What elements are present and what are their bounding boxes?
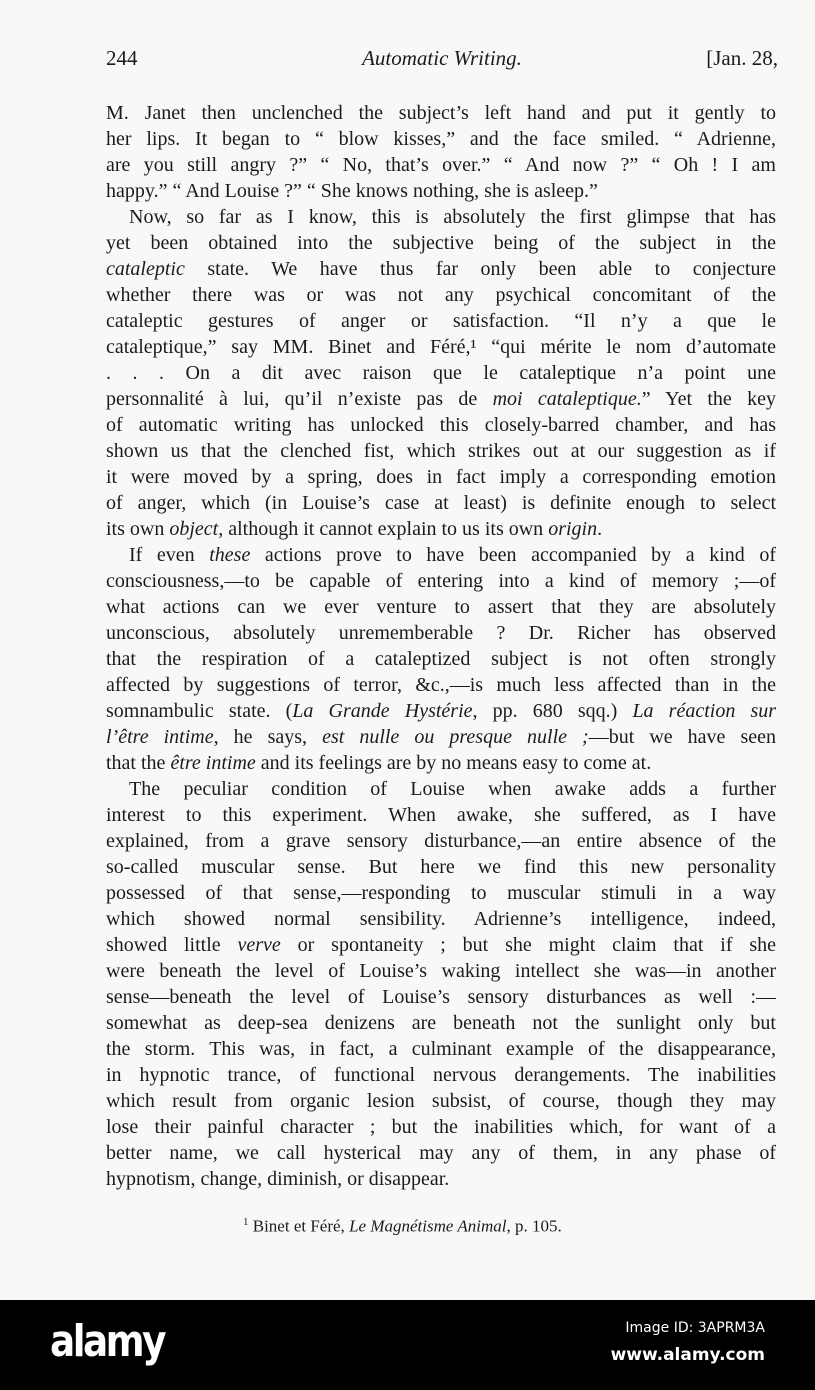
body-text	[106, 100, 776, 1192]
text-segment: yet been obtained into the subjective being of the subject in the	[106, 232, 776, 254]
text-segment: whether there was or was not any psychical concomitant of the	[106, 284, 776, 306]
text-segment: Now, so far as I know, this is absolutely the first glimpse that has	[129, 206, 776, 228]
footnote	[243, 1216, 562, 1237]
text-segment: , pp. 680 sqq.)	[472, 700, 633, 722]
text-line	[106, 412, 776, 438]
italic-text: origin	[548, 518, 598, 540]
text-segment: , although it cannot explain to us its own	[218, 518, 549, 540]
italic-text: être intime	[170, 752, 256, 774]
text-line	[106, 152, 776, 178]
text-line	[106, 646, 776, 672]
text-line	[106, 724, 776, 750]
text-segment: cataleptic gestures of anger or satisfaction. “Il n’y a que le	[106, 310, 776, 332]
page-number: 244	[106, 46, 138, 70]
text-line	[106, 594, 776, 620]
italic-text: La Grande Hystérie	[292, 700, 473, 722]
text-segment: happy.” “ And Louise ?” “ She knows nothing, she is asleep.”	[106, 180, 598, 202]
text-line	[106, 750, 776, 776]
text-line	[106, 672, 776, 698]
italic-text: these	[209, 544, 251, 566]
text-segment: actions prove to have been accompanied by a kind of	[250, 544, 777, 566]
text-line	[106, 438, 776, 464]
text-line	[106, 802, 776, 828]
text-line	[106, 204, 776, 230]
text-line	[106, 490, 776, 516]
text-segment: hypnotism, change, diminish, or disappear.	[106, 1168, 450, 1190]
text-line	[106, 100, 776, 126]
text-segment: . . . On a dit avec raison que le cataleptique n’a point une	[106, 362, 776, 384]
watermark-bar	[0, 1300, 815, 1390]
text-segment: ” Yet the key	[641, 388, 776, 410]
text-segment: sense—beneath the level of Louise’s sensory disturbances as well :—	[106, 986, 776, 1008]
text-segment: so-called muscular sense. But here we find this new personality	[106, 856, 776, 878]
text-segment: which showed normal sensibility. Adrienne’s intelligence, indeed,	[106, 908, 776, 930]
text-segment: —but we have seen	[588, 726, 777, 748]
text-line	[106, 1114, 776, 1140]
text-segment: which result from organic lesion subsist, of course, though they may	[106, 1090, 776, 1112]
text-segment: the storm. This was, in fact, a culminant example of the disappearance,	[106, 1038, 776, 1060]
text-line	[106, 776, 776, 802]
text-line	[106, 308, 776, 334]
text-segment: affected by suggestions of terror, &c.,—is much less affected than in the	[106, 674, 776, 696]
text-line	[106, 334, 776, 360]
text-line	[106, 1166, 776, 1192]
text-segment: its own	[106, 518, 170, 540]
italic-text: La réaction sur	[632, 700, 777, 722]
text-line	[106, 386, 776, 412]
text-line	[106, 880, 776, 906]
header-date: [Jan. 28,	[706, 46, 778, 70]
text-segment: what actions can we ever venture to assert that they are absolutely	[106, 596, 776, 618]
text-segment: in hypnotic trance, of functional nervous derangements. The inabilities	[106, 1064, 776, 1086]
footnote-book-title: Le Magnétisme Animal	[349, 1216, 507, 1236]
text-segment: cataleptique,” say MM. Binet and Féré,¹ “qui mérite le nom d’automate	[106, 336, 776, 358]
text-line	[106, 1062, 776, 1088]
running-title: Automatic Writing.	[362, 46, 522, 70]
text-line	[106, 932, 776, 958]
italic-text: verve	[237, 934, 281, 956]
text-segment: shown us that the clenched fist, which strikes out at our suggestion as if	[106, 440, 776, 462]
text-segment: If even	[129, 544, 210, 566]
text-segment: or spontaneity ; but she might claim that if she	[280, 934, 777, 956]
text-line	[106, 906, 776, 932]
italic-text: l’être intime	[106, 726, 214, 748]
text-line	[106, 984, 776, 1010]
running-header	[106, 46, 778, 76]
text-segment: that the	[106, 752, 171, 774]
text-line	[106, 568, 776, 594]
footnote-marker: 1	[243, 1216, 249, 1228]
text-segment: somnambulic state. (	[106, 700, 293, 722]
text-segment: unconscious, absolutely unrememberable ? Dr. Richer has observed	[106, 622, 776, 644]
text-line	[106, 828, 776, 854]
text-segment: showed little	[106, 934, 238, 956]
text-segment: M. Janet then unclenched the subject’s left hand and put it gently to	[106, 102, 776, 124]
text-segment: consciousness,—to be capable of entering into a kind of memory ;—of	[106, 570, 776, 592]
italic-text: est nulle ou presque nulle ;	[322, 726, 589, 748]
italic-text: moi cataleptique.	[492, 388, 642, 410]
text-segment: better name, we call hysterical may any of them, in any phase of	[106, 1142, 776, 1164]
text-line	[106, 542, 776, 568]
text-segment: were beneath the level of Louise’s waking intellect she was—in another	[106, 960, 776, 982]
text-line	[106, 854, 776, 880]
text-line	[106, 516, 776, 542]
text-line	[106, 1088, 776, 1114]
text-line	[106, 256, 776, 282]
text-segment: The peculiar condition of Louise when awake adds a further	[129, 778, 776, 800]
text-segment: her lips. It began to “ blow kisses,” and the face smiled. “ Adrienne,	[106, 128, 776, 150]
text-segment: interest to this experiment. When awake, she suffered, as I have	[106, 804, 776, 826]
text-line	[106, 178, 776, 204]
text-line	[106, 1140, 776, 1166]
text-line	[106, 360, 776, 386]
text-segment: and its feelings are by no means easy to come at.	[255, 752, 652, 774]
text-line	[106, 958, 776, 984]
footnote-page: , p. 105.	[506, 1216, 562, 1236]
text-line	[106, 126, 776, 152]
text-segment: of automatic writing has unlocked this closely-barred chamber, and has	[106, 414, 776, 436]
text-line	[106, 1010, 776, 1036]
image-id: Image ID: 3APRM3A	[625, 1320, 765, 1336]
italic-text: object	[169, 518, 219, 540]
text-segment: of anger, which (in Louise’s case at least) is definite enough to select	[106, 492, 776, 514]
text-segment: it were moved by a spring, does in fact imply a corresponding emotion	[106, 466, 776, 488]
text-line	[106, 1036, 776, 1062]
text-segment: possessed of that sense,—responding to muscular stimuli in a way	[106, 882, 776, 904]
text-line	[106, 464, 776, 490]
text-segment: explained, from a grave sensory disturbance,—an entire absence of the	[106, 830, 776, 852]
text-line	[106, 282, 776, 308]
text-line	[106, 620, 776, 646]
text-segment: somewhat as deep-sea denizens are beneath not the sunlight only but	[106, 1012, 776, 1034]
footnote-text: Binet et Féré,	[248, 1216, 350, 1236]
text-segment: personnalité à lui, qu’il n’existe pas de	[106, 388, 493, 410]
text-segment: lose their painful character ; but the inabilities which, for want of a	[106, 1116, 776, 1138]
italic-text: cataleptic	[106, 258, 185, 280]
text-segment: that the respiration of a cataleptized subject is not often strongly	[106, 648, 776, 670]
text-segment: state. We have thus far only been able to conjecture	[184, 258, 776, 280]
site-url: www.alamy.com	[610, 1345, 765, 1365]
text-segment: .	[597, 518, 603, 540]
text-segment: are you still angry ?” “ No, that’s over.” “ And now ?” “ Oh ! I am	[106, 154, 776, 176]
text-segment: , he says,	[213, 726, 323, 748]
text-line	[106, 230, 776, 256]
text-line	[106, 698, 776, 724]
alamy-logo: alamy	[50, 1316, 164, 1367]
